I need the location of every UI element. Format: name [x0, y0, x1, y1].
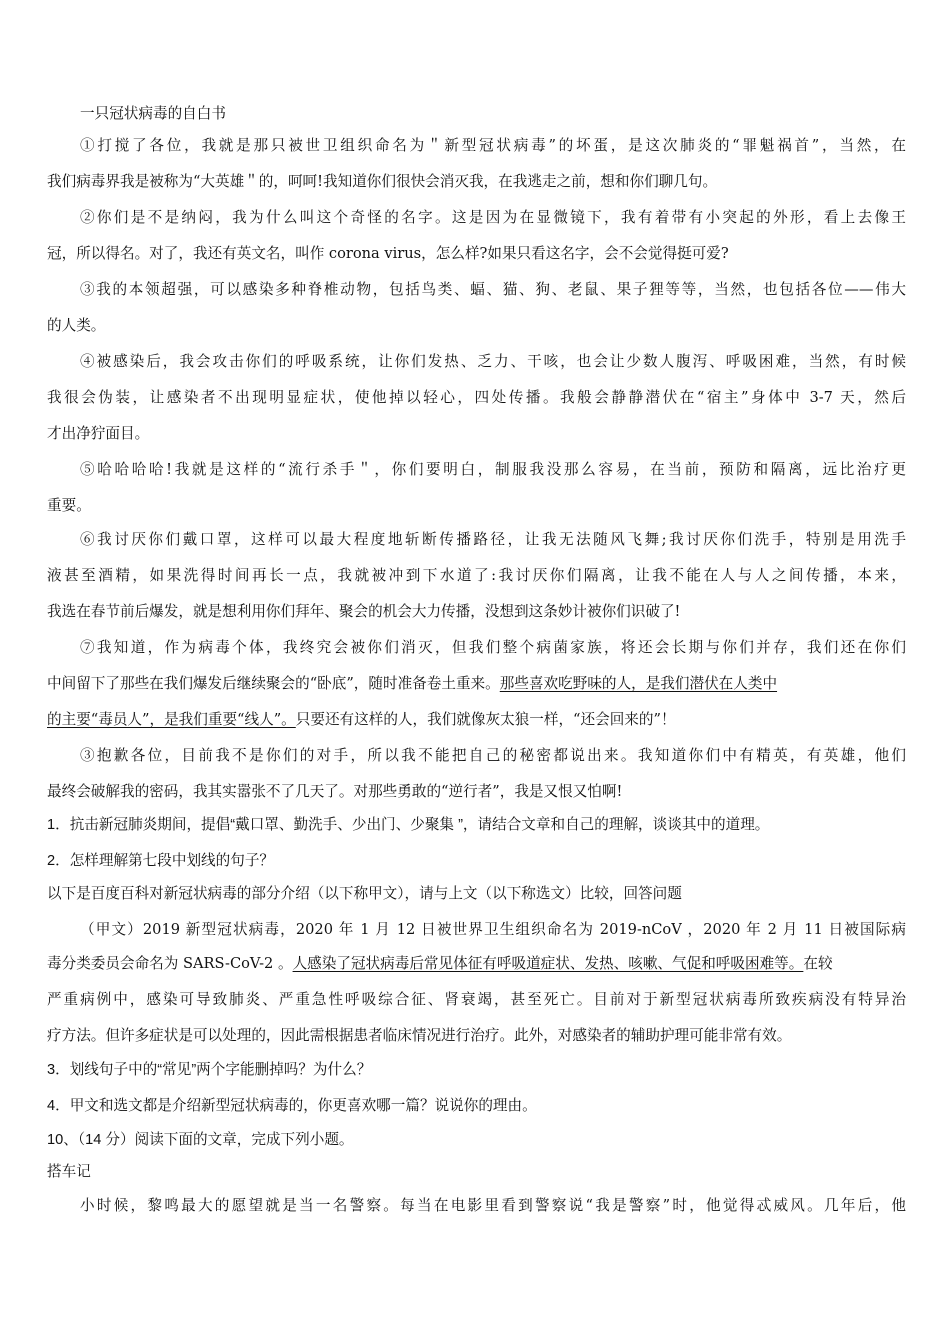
- question-10-heading: 10、（14 分）阅读下面的文章，完成下列小题。: [47, 1132, 354, 1148]
- comparison-intro: 以下是百度百科对新冠状病毒的部分介绍（以下称甲文），请与上文（以下称选文）比较，回答问题: [47, 886, 682, 902]
- jiawen-line-3: 严重病例中，感染可导致肺炎、严重急性呼吸综合征、肾衰竭，甚至死亡。目前对于新型冠状病毒所致疾病没有特异治: [47, 991, 906, 1008]
- paragraph-5-line-1: ⑤哈哈哈哈!我就是这样的“流行杀手＂，你们要明白，制服我没那么容易，在当前，预防和隔离，远比治疗更: [80, 461, 906, 478]
- article-title: 一只冠状病毒的自白书: [80, 105, 226, 122]
- paragraph-4-line-3: 才出净狞面目。: [47, 425, 150, 442]
- jiawen-line-1: （甲文）2019 新型冠状病毒，2020 年 1 月 12 日被世界卫生组织命名为 2019-nCoV ，2020 年 2 月 11 日被国际病: [80, 921, 906, 938]
- paragraph-7-line-2-text: 中间留下了那些在我们爆发后继续聚会的“卧底”，随时准备卷土重来。: [47, 675, 500, 692]
- paragraph-6-line-1: ⑥我讨厌你们戴口罩，这样可以最大程度地斩断传播路径，让我无法随风飞舞;我讨厌你们洗手，特别是用洗手: [80, 531, 906, 548]
- question-3: 3．划线句子中的“常见”两个字能删掉吗？为什么？: [47, 1062, 372, 1078]
- paragraph-3-line-2: 的人类。: [47, 317, 106, 334]
- paragraph-6-line-2: 液甚至酒精，如果洗得时间再长一点，我就被冲到下水道了:我讨厌你们隔离，让我不能在人与人之间传播，本来，: [47, 567, 906, 584]
- underlined-sentence-part-1: 那些喜欢吃野味的人，是我们潜伏在人类中: [499, 675, 778, 692]
- paragraph-4-line-2: 我很会伪装，让感染者不出现明显症状，使他掉以轻心，四处传播。我般会静静潜伏在“宿主”身体中 3-7 天，然后: [47, 389, 906, 406]
- paragraph-4-line-1: ④被感染后，我会攻击你们的呼吸系统，让你们发热、乏力、干咳，也会让少数人腹泻、呼吸困难，当然，有时候: [80, 353, 906, 370]
- jiawen-line-2-end: 在较: [803, 955, 833, 972]
- jiawen-line-2: [47, 954, 906, 974]
- paragraph-8-line-1: ③抱歉各位，目前我不是你们的对手，所以我不能把自己的秘密都说出来。我知道你们中有精英，有英雄，他们: [80, 747, 906, 764]
- paragraph-8-line-2: 最终会破解我的密码，我其实嚣张不了几天了。对那些勇敢的“逆行者”，我是又恨又怕啊!: [47, 783, 623, 800]
- paragraph-7-line-3: [47, 710, 676, 730]
- article-2-title: 搭车记: [47, 1163, 91, 1180]
- paragraph-1-line-2: 我们病毒界我是被称为“大英雄＂的，呵呵!我知道你们很快会消灭我，在我逃走之前，想和你们聊几句。: [47, 173, 718, 190]
- jiawen-line-2-text: 毒分类委员会命名为 SARS-CoV-2 。: [47, 955, 293, 972]
- paragraph-7-line-1: ⑦我知道，作为病毒个体，我终究会被你们消灭，但我们整个病菌家族，将还会长期与你们并存，我们还在你们: [80, 639, 906, 656]
- paragraph-2-line-1: ②你们是不是纳闷，我为什么叫这个奇怪的名字。这是因为在显微镜下，我有着带有小突起的外形，看上去像王: [80, 209, 906, 226]
- article-2-line-1: 小时候，黎鸣最大的愿望就是当一名警察。每当在电影里看到警察说“我是警察”时，他觉得忒威风。几年后，他: [80, 1197, 906, 1214]
- underlined-sentence-part-2: 的主要“毒员人”，是我们重要“线人”。: [47, 711, 296, 728]
- paragraph-7-line-3-text: 只要还有这样的人，我们就像灰太狼一样，“还会回来的”！: [295, 711, 676, 728]
- jiawen-line-4: 疗方法。但许多症状是可以处理的，因此需根据患者临床情况进行治疗。此外，对感染者的辅助护理可能非常有效。: [47, 1027, 792, 1044]
- paragraph-6-line-3: 我选在春节前后爆发，就是想利用你们拜年、聚会的机会大力传播，没想到这条妙计被你们识破了!: [47, 603, 681, 620]
- question-4: 4．甲文和选文都是介绍新型冠状病毒的，你更喜欢哪一篇？说说你的理由。: [47, 1098, 537, 1114]
- jiawen-underlined-sentence: 人感染了冠状病毒后常见体征有呼吸道症状、发热、咳嗽、气促和呼吸困难等。: [292, 955, 804, 972]
- paragraph-1-line-1: ①打搅了各位，我就是那只被世卫组织命名为＂新型冠状病毒”的坏蛋，是这次肺炎的“罪魁祸首”，当然，在: [80, 137, 906, 154]
- question-2: 2．怎样理解第七段中划线的句子？: [47, 853, 275, 869]
- paragraph-7-line-2: [47, 674, 777, 694]
- question-1: 1．抗击新冠肺炎期间，提倡“戴口罩、勤洗手、少出门、少聚集 ”，请结合文章和自己的理解，谈谈其中的道理。: [47, 817, 770, 833]
- paragraph-3-line-1: ③我的本领超强，可以感染多种脊椎动物，包括鸟类、蝠、猫、狗、老鼠、果子狸等等，当然，也包括各位——伟大: [80, 281, 906, 298]
- paragraph-2-line-2: 冠，所以得名。对了，我还有英文名，叫作 corona virus，怎么样?如果只看这名字，会不会觉得挺可爱?: [47, 245, 729, 262]
- paragraph-5-line-2: 重要。: [47, 497, 91, 514]
